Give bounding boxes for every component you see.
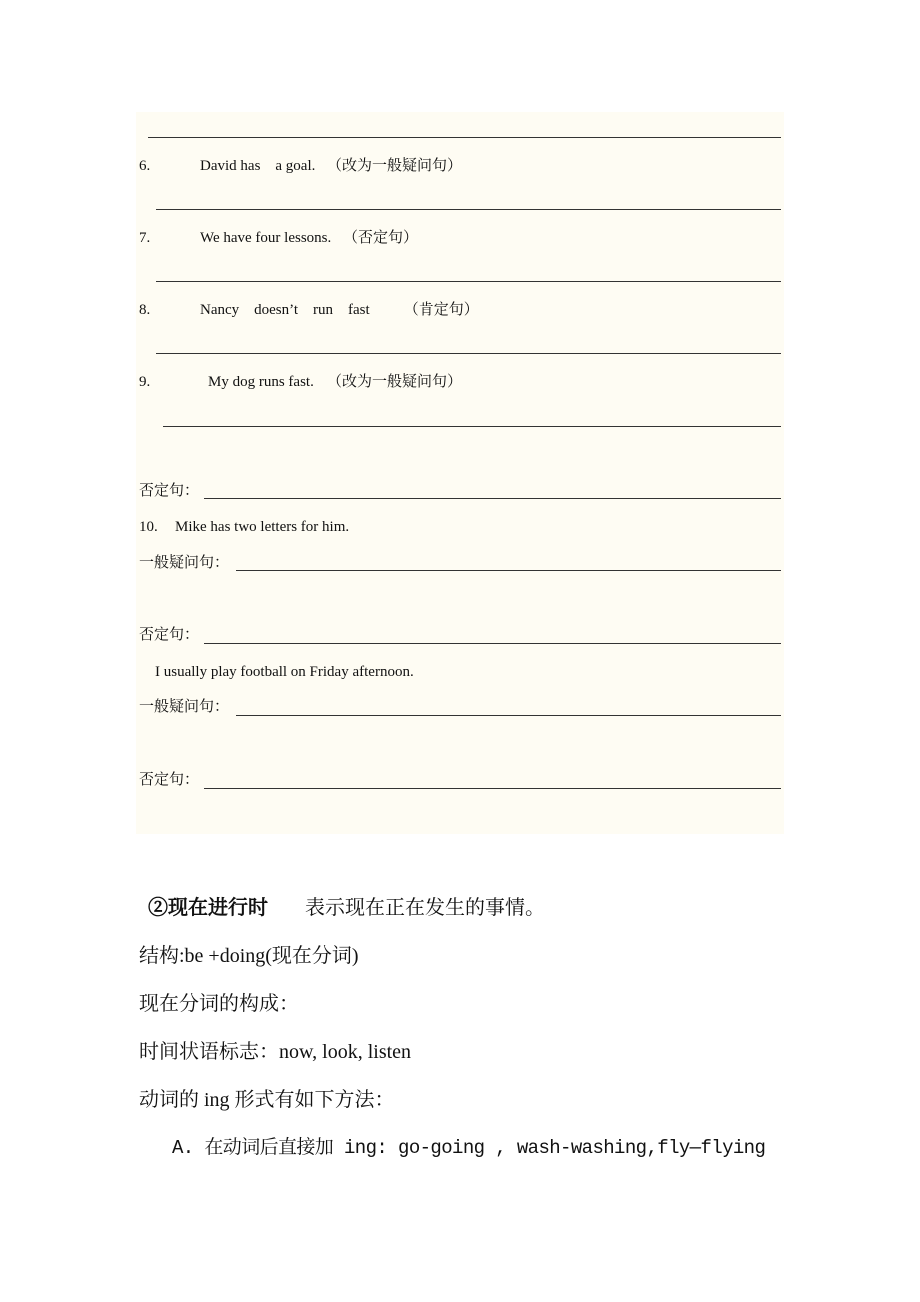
question-10-sentence: Mike has two letters for him. [175,519,350,535]
question-6-sentence: David has a goal. [200,158,316,174]
negative-label: 否定句： [139,772,200,788]
answer-line-question-11[interactable] [236,715,781,716]
structure-line: 结构:be +doing(现在分词) [139,945,359,967]
question-11-sentence: I usually play football on Friday afternoon. [155,664,414,680]
ing-intro-line: 动词的 ing 形式有如下方法： [139,1089,395,1111]
question-8-instruction: （肯定句） [400,302,479,318]
question-6-instruction: （改为一般疑问句） [327,158,463,174]
section-heading: ②现在进行时 [148,897,268,919]
question-label: 一般疑问句： [139,699,230,715]
question-9-number: 9. [139,374,151,390]
answer-line-question-10[interactable] [236,570,781,571]
answer-line-9[interactable] [163,426,781,427]
time-markers-line: 时间状语标志：now, look, listen [139,1041,412,1063]
question-label: 一般疑问句： [139,555,230,571]
negative-label: 否定句： [139,483,200,499]
question-7-sentence: We have four lessons. [200,230,332,246]
answer-line-negative-1[interactable] [204,498,781,499]
question-10-number: 10. [139,519,158,535]
section-heading-description: 表示现在正在发生的事情。 [305,897,545,919]
rule-a-line: A. 在动词后直接加 ing: go-going , wash-washing,fly—flying [172,1137,766,1159]
answer-line-6[interactable] [156,209,781,210]
question-8-number: 8. [139,302,151,318]
exercise-panel [136,112,784,834]
answer-line-negative-11[interactable] [204,788,781,789]
answer-line-5[interactable] [148,137,781,138]
question-7-instruction: （否定句） [343,230,419,246]
question-8-sentence: Nancy doesn’t run fast [200,302,370,318]
answer-line-8[interactable] [156,353,781,354]
participle-line: 现在分词的构成： [139,993,299,1015]
answer-line-7[interactable] [156,281,781,282]
question-9-instruction: （改为一般疑问句） [327,374,463,390]
answer-line-negative-10[interactable] [204,643,781,644]
question-7-number: 7. [139,230,151,246]
question-9-sentence: My dog runs fast. [208,374,314,390]
question-6-number: 6. [139,158,151,174]
negative-label: 否定句： [139,627,200,643]
